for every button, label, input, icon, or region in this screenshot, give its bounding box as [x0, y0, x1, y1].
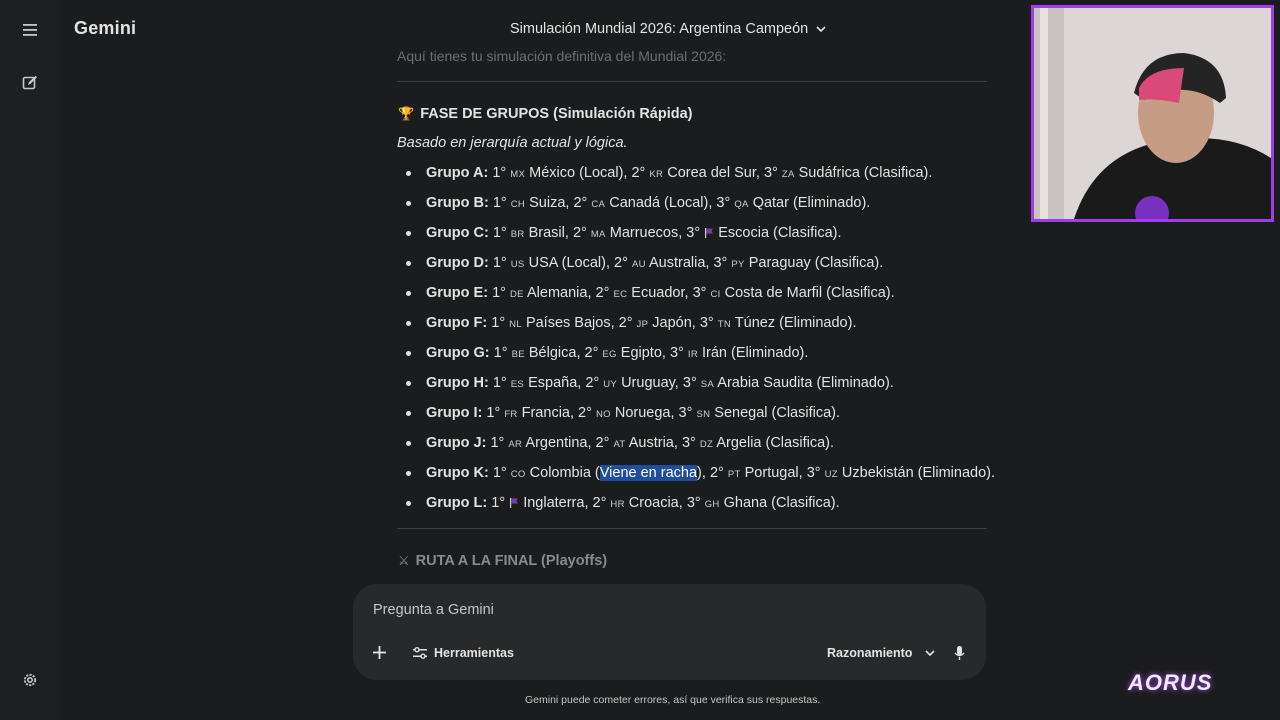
country-code: EC — [613, 289, 628, 300]
divider — [397, 528, 987, 529]
position: 2° — [592, 495, 607, 511]
position: 3° — [682, 375, 697, 391]
groups-list — [406, 164, 995, 524]
team: Suiza, — [529, 195, 570, 211]
groups-heading: 🏆 FASE DE GRUPOS (Simulación Rápida) — [398, 106, 693, 122]
tools-button[interactable] — [413, 646, 514, 660]
playoffs-heading: ⚔ RUTA A LA FINAL (Playoffs) — [398, 553, 608, 569]
position: 3° — [806, 465, 821, 481]
team: Croacia, — [628, 495, 683, 511]
country-code: NO — [595, 409, 611, 420]
team: Colombia ( — [529, 465, 600, 481]
group-label: Grupo J: — [426, 435, 487, 451]
intro-text: Aquí tienes tu simulación definitiva del Mundial 2026: — [397, 48, 727, 64]
position: 2° — [709, 465, 724, 481]
country-code: KR — [649, 169, 664, 180]
team: Irán (Eliminado). — [702, 345, 809, 361]
position: 3° — [669, 345, 684, 361]
group-label: Grupo E: — [426, 285, 489, 301]
team: Escocia (Clasifica). — [718, 225, 842, 241]
group-row — [406, 254, 995, 284]
divider — [397, 81, 987, 82]
team: Egipto, — [620, 345, 666, 361]
team: Corea del Sur, — [667, 165, 760, 181]
group-row — [406, 314, 995, 344]
country-code: HR — [610, 499, 625, 510]
position: 2° — [585, 375, 600, 391]
prompt-composer[interactable] — [353, 584, 986, 680]
country-code: BR — [510, 229, 525, 240]
group-row — [406, 434, 995, 464]
group-row — [406, 374, 995, 404]
crossed-swords-icon: ⚔ — [398, 553, 410, 568]
country-code: DE — [509, 289, 524, 300]
black-flag-icon — [509, 495, 519, 511]
country-code: IR — [687, 349, 698, 360]
team: Portugal, — [744, 465, 803, 481]
group-row — [406, 344, 995, 374]
country-code: MX — [510, 169, 526, 180]
group-label: Grupo L: — [426, 495, 488, 511]
mode-label: Razonamiento — [827, 646, 913, 660]
group-label: Grupo I: — [426, 405, 483, 421]
team: Bélgica, — [528, 345, 581, 361]
conversation-title: Simulación Mundial 2026: Argentina Campeón — [510, 21, 809, 37]
country-code: BE — [511, 349, 525, 360]
prompt-input[interactable]: Pregunta a Gemini — [373, 602, 494, 618]
country-code: DZ — [699, 439, 714, 450]
trophy-icon: 🏆 — [398, 106, 415, 121]
team: Ghana (Clasifica). — [723, 495, 840, 511]
app-logo[interactable]: Gemini — [74, 18, 137, 38]
microphone-button[interactable] — [954, 646, 965, 661]
team: Austria, — [628, 435, 678, 451]
mode-selector[interactable] — [827, 646, 935, 660]
microphone-icon — [954, 646, 965, 661]
country-code: ES — [510, 379, 525, 390]
team: Costa de Marfil (Clasifica). — [724, 285, 895, 301]
country-code: UZ — [824, 469, 838, 480]
country-code: UY — [603, 379, 618, 390]
team: Francia, — [521, 405, 575, 421]
position: 1° — [492, 165, 507, 181]
country-code: AT — [613, 439, 626, 450]
group-row — [406, 164, 995, 194]
team: Qatar (Eliminado). — [752, 195, 871, 211]
group-label: Grupo F: — [426, 315, 488, 331]
groups-subtitle: Basado en jerarquía actual y lógica. — [397, 135, 628, 151]
position: 2° — [584, 345, 599, 361]
team: Japón, — [652, 315, 696, 331]
streamer-webcam — [1031, 5, 1274, 222]
menu-icon[interactable] — [18, 18, 42, 42]
position: 2° — [631, 165, 646, 181]
country-code: TN — [717, 319, 732, 330]
group-row — [406, 284, 995, 314]
country-code: SA — [700, 379, 715, 390]
country-code: CO — [510, 469, 526, 480]
position: 3° — [763, 165, 778, 181]
black-flag-icon — [704, 225, 714, 241]
team: México (Local), — [529, 165, 628, 181]
position: 3° — [716, 195, 731, 211]
group-row — [406, 194, 995, 224]
conversation-title-dropdown[interactable] — [510, 21, 826, 37]
position: 2° — [572, 225, 587, 241]
group-label: Grupo B: — [426, 195, 489, 211]
country-code: ZA — [781, 169, 795, 180]
team: Ecuador, — [631, 285, 689, 301]
group-row — [406, 464, 995, 494]
group-row — [406, 224, 995, 254]
tools-label: Herramientas — [434, 646, 514, 660]
group-row — [406, 404, 995, 434]
country-code: MA — [590, 229, 606, 240]
team: Túnez (Eliminado). — [734, 315, 857, 331]
country-code: QA — [734, 199, 749, 210]
position: 1° — [490, 435, 505, 451]
position: 2° — [573, 195, 588, 211]
country-code: PY — [731, 259, 745, 270]
position: 1° — [492, 375, 507, 391]
plus-icon — [373, 646, 386, 659]
country-code: CI — [710, 289, 721, 300]
group-label: Grupo A: — [426, 165, 489, 181]
add-button[interactable] — [373, 646, 386, 659]
group-label: Grupo C: — [426, 225, 489, 241]
country-code: AU — [631, 259, 646, 270]
team: USA (Local), — [528, 255, 611, 271]
position: 2° — [618, 315, 633, 331]
team: Australia, — [649, 255, 710, 271]
team: Senegal (Clasifica). — [714, 405, 841, 421]
position: 1° — [486, 405, 501, 421]
country-code: PT — [727, 469, 741, 480]
settings-gear-icon[interactable] — [18, 668, 42, 692]
position: 1° — [492, 255, 507, 271]
chevron-down-icon — [816, 26, 826, 32]
group-row — [406, 494, 995, 524]
position: 2° — [578, 405, 592, 421]
position: 1° — [492, 465, 507, 481]
position: 1° — [492, 225, 507, 241]
position: 1° — [493, 345, 508, 361]
country-code: JP — [636, 319, 649, 330]
country-code: CA — [591, 199, 606, 210]
position: 2° — [595, 285, 610, 301]
position: 1° — [491, 315, 506, 331]
team: Uruguay, — [621, 375, 679, 391]
team: España, — [528, 375, 582, 391]
team: Brasil, — [528, 225, 569, 241]
country-code: SN — [696, 409, 711, 420]
team: Argentina, — [525, 435, 592, 451]
team: Canadá (Local), — [609, 195, 713, 211]
position: 1° — [491, 495, 506, 511]
aorus-logo: AORUS — [1128, 670, 1213, 695]
sliders-icon — [413, 647, 427, 659]
group-label: Grupo H: — [426, 375, 489, 391]
country-code: EG — [602, 349, 617, 360]
group-label: Grupo G: — [426, 345, 490, 361]
position: 3° — [686, 225, 701, 241]
team: Alemania, — [527, 285, 592, 301]
team: Arabia Saudita (Eliminado). — [717, 375, 894, 391]
team: Marruecos, — [609, 225, 683, 241]
team: Uzbekistán (Eliminado). — [841, 465, 996, 481]
group-label: Grupo K: — [426, 465, 489, 481]
webcam-image — [1034, 8, 1271, 219]
country-code: NL — [509, 319, 522, 330]
team: Paraguay (Clasifica). — [748, 255, 884, 271]
selected-text: Viene en racha — [599, 465, 698, 481]
chevron-down-icon — [925, 650, 935, 656]
team: Sudáfrica (Clasifica). — [798, 165, 933, 181]
position: 1° — [492, 195, 507, 211]
position: 2° — [595, 435, 610, 451]
new-chat-icon[interactable] — [18, 71, 42, 95]
position: 3° — [713, 255, 728, 271]
position: 3° — [692, 285, 707, 301]
team: Argelia (Clasifica). — [716, 435, 834, 451]
country-code: GH — [704, 499, 720, 510]
country-code: US — [510, 259, 525, 270]
team: Noruega, — [614, 405, 675, 421]
team: Inglaterra, — [523, 495, 589, 511]
position: 3° — [699, 315, 714, 331]
position: 3° — [678, 405, 693, 421]
position: 3° — [686, 495, 701, 511]
group-label: Grupo D: — [426, 255, 489, 271]
country-code: FR — [504, 409, 518, 420]
position: 3° — [681, 435, 696, 451]
country-code: CH — [510, 199, 526, 210]
position: 2° — [614, 255, 628, 271]
disclaimer-text: Gemini puede cometer errores, así que verifica sus respuestas. — [525, 694, 821, 706]
side-rail — [0, 0, 60, 720]
country-code: AR — [508, 439, 523, 450]
team: Países Bajos, — [525, 315, 615, 331]
team: ), — [697, 465, 706, 481]
position: 1° — [492, 285, 506, 301]
